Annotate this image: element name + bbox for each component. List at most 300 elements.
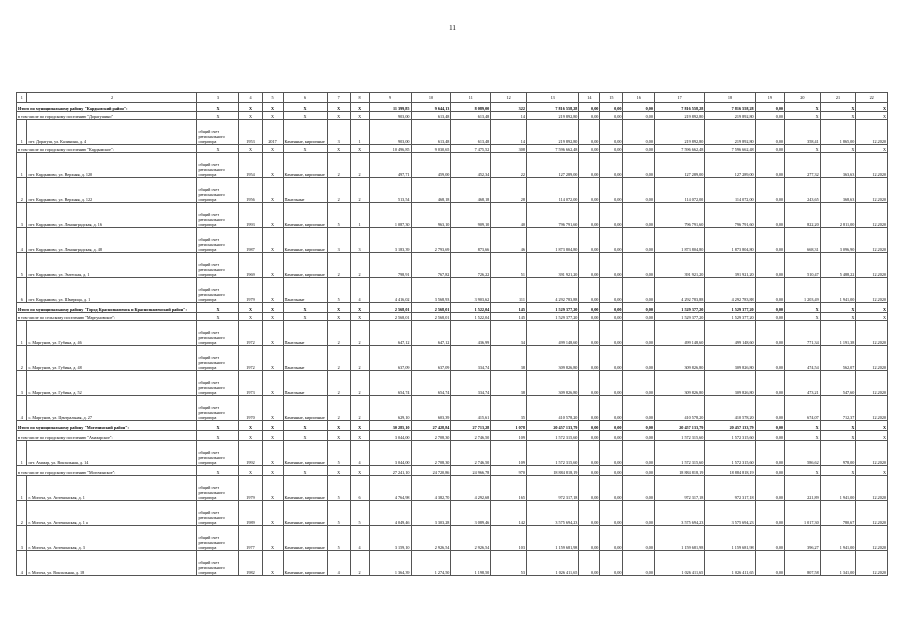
table-cell: 20 457 133,79: [705, 421, 755, 431]
address-cell: пгт. Кардымово, ул. Ленинградская, д. 48: [27, 228, 197, 253]
table-cell: X: [856, 421, 888, 431]
table-cell: 2 811,00: [820, 203, 856, 228]
table-cell: 2 568,01: [369, 313, 411, 321]
table-cell: 1956: [239, 178, 262, 203]
table-cell: 1982: [239, 551, 262, 576]
table-cell: 0,00: [623, 120, 654, 145]
table-cell: X: [327, 103, 350, 112]
table-cell: 14: [491, 120, 527, 145]
table-cell: 0,00: [600, 253, 623, 278]
table-cell: 3 575 694,23: [705, 501, 755, 526]
table-cell: 12.2020: [856, 476, 888, 501]
table-cell: 2 746,50: [451, 431, 491, 441]
table-cell: 30 285,10: [369, 421, 411, 431]
table-cell: X: [350, 313, 369, 321]
table-cell: X: [262, 303, 283, 313]
table-cell: X: [856, 145, 888, 153]
table-cell: 654,74: [411, 371, 451, 396]
table-cell: X: [262, 228, 283, 253]
table-cell: 2 708,30: [411, 431, 451, 441]
row-number: 1: [17, 476, 27, 501]
table-cell: X: [262, 112, 283, 120]
table-cell: X: [239, 431, 262, 441]
table-cell: 1 017,30: [785, 501, 821, 526]
table-cell: 1 026 411,65: [654, 551, 704, 576]
header-cell: 11: [451, 93, 491, 103]
table-cell: 972 317,18: [654, 476, 704, 501]
section-label: в том числе по городскому поселению "Амазарское":: [17, 431, 197, 441]
table-cell: общий счет регионального оператора: [197, 253, 239, 278]
table-cell: 34: [491, 321, 527, 346]
table-cell: 2: [327, 321, 350, 346]
table-cell: 0,00: [755, 501, 784, 526]
table-cell: X: [197, 103, 239, 112]
table-cell: 647,12: [369, 321, 411, 346]
table-cell: 1 341,00: [820, 551, 856, 576]
table-cell: 3 044,00: [369, 441, 411, 466]
table-cell: X: [197, 466, 239, 476]
table-cell: X: [197, 313, 239, 321]
table-cell: Панельные: [283, 278, 327, 303]
subtotal-row: [17, 431, 888, 441]
table-cell: X: [262, 153, 283, 178]
table-row: [17, 153, 888, 178]
table-cell: 111: [491, 278, 527, 303]
table-cell: 613,48: [451, 120, 491, 145]
table-cell: 562,07: [820, 346, 856, 371]
address-cell: с. Маргунов, ул. Губина, д. 48: [27, 346, 197, 371]
table-cell: 12.2020: [856, 551, 888, 576]
row-number: 6: [17, 278, 27, 303]
table-cell: X: [350, 431, 369, 441]
table-cell: 6: [350, 476, 369, 501]
table-cell: 12.2020: [856, 441, 888, 466]
table-cell: X: [262, 313, 283, 321]
table-cell: 873,66: [451, 228, 491, 253]
table-cell: 1 026 411,65: [705, 551, 755, 576]
table-cell: 2: [350, 321, 369, 346]
table-cell: X: [820, 145, 856, 153]
table-cell: 38: [491, 371, 527, 396]
table-cell: 0,00: [623, 103, 654, 112]
table-cell: общий счет регионального оператора: [197, 321, 239, 346]
table-cell: 613,48: [411, 120, 451, 145]
table-cell: 1 159 681,98: [705, 526, 755, 551]
table-cell: Каменные, кирпичные: [283, 501, 327, 526]
table-cell: X: [283, 466, 327, 476]
table-cell: Панельные: [283, 346, 327, 371]
table-cell: 1973: [239, 371, 262, 396]
table-cell: 0,00: [579, 120, 600, 145]
table-cell: 903,00: [369, 112, 411, 120]
table-cell: 0,00: [600, 441, 623, 466]
table-cell: 1 087,30: [369, 203, 411, 228]
table-cell: 1 941,00: [820, 278, 856, 303]
header-cell: 5: [262, 93, 283, 103]
table-cell: 0,00: [755, 253, 784, 278]
table-cell: Панельные: [283, 371, 327, 396]
table-cell: 219 892,80: [654, 112, 704, 120]
table-cell: 5: [327, 203, 350, 228]
table-cell: 219 892,80: [526, 120, 578, 145]
capital-repair-table: [16, 92, 888, 576]
table-cell: 109: [491, 441, 527, 466]
table-cell: 1 529 377,20: [654, 313, 704, 321]
table-cell: X: [197, 112, 239, 120]
table-cell: 1 191,38: [820, 321, 856, 346]
table-cell: 0,00: [623, 396, 654, 421]
header-cell: 2: [27, 93, 197, 103]
table-cell: 0,00: [623, 145, 654, 153]
table-cell: 796 791,60: [654, 203, 704, 228]
table-cell: 18 884 818,19: [526, 466, 578, 476]
address-cell: пгт. Кардымово, ул. Энтеская, д. 1: [27, 253, 197, 278]
table-cell: 510,47: [785, 253, 821, 278]
address-cell: с. Маргунов, ул. Губина, д. 46: [27, 321, 197, 346]
table-cell: 309 826,80: [705, 346, 755, 371]
table-cell: общий счет регионального оператора: [197, 396, 239, 421]
table-cell: 142: [491, 501, 527, 526]
header-cell: 3: [197, 93, 239, 103]
table-cell: 11 399,85: [369, 103, 411, 112]
table-cell: 0,00: [600, 120, 623, 145]
table-cell: 145: [491, 313, 527, 321]
table-cell: 499 148,60: [654, 321, 704, 346]
table-cell: X: [785, 431, 821, 441]
table-cell: 0,00: [600, 501, 623, 526]
table-cell: 145: [491, 303, 527, 313]
header-cell: 20: [785, 93, 821, 103]
table-cell: 0,00: [755, 526, 784, 551]
table-cell: 0,00: [579, 303, 600, 313]
table-cell: общий счет регионального оператора: [197, 551, 239, 576]
table-cell: 474,54: [785, 346, 821, 371]
table-cell: 0,00: [755, 120, 784, 145]
table-row: [17, 321, 888, 346]
table-cell: 3 183,39: [369, 228, 411, 253]
table-cell: X: [262, 396, 283, 421]
table-cell: 3 303,28: [411, 501, 451, 526]
table-cell: 3: [327, 120, 350, 145]
table-cell: 114 072,00: [526, 178, 578, 203]
table-cell: 40: [491, 203, 527, 228]
table-cell: 3 568,93: [411, 278, 451, 303]
table-cell: 4 049,46: [369, 501, 411, 526]
table-cell: 53: [491, 551, 527, 576]
address-cell: пгт. Кардымово, ул. Верхняя, д. 120: [27, 153, 197, 178]
table-cell: 1 364,39: [369, 551, 411, 576]
table-cell: X: [350, 421, 369, 431]
table-cell: 4: [350, 441, 369, 466]
table-cell: 12.2020: [856, 253, 888, 278]
table-cell: 1977: [239, 526, 262, 551]
table-cell: 4 764,98: [369, 476, 411, 501]
section-label: в том числе по сельскому поселению "Маргуновское":: [17, 313, 197, 321]
table-cell: 2: [327, 396, 350, 421]
table-cell: X: [239, 145, 262, 153]
table-cell: 18 884 818,19: [705, 466, 755, 476]
table-cell: общий счет регионального оператора: [197, 228, 239, 253]
table-cell: 3 159,10: [369, 526, 411, 551]
table-cell: 0,00: [579, 371, 600, 396]
table-cell: X: [262, 178, 283, 203]
table-cell: 637,09: [411, 346, 451, 371]
table-cell: 0,00: [755, 103, 784, 112]
table-cell: 499 148,60: [526, 321, 578, 346]
table-row: [17, 526, 888, 551]
section-label: Итого по муниципальному району "Могочинский район":: [17, 421, 197, 431]
table-cell: X: [785, 466, 821, 476]
table-cell: 674,07: [785, 396, 821, 421]
table-cell: 109: [491, 431, 527, 441]
table-cell: 0,00: [755, 278, 784, 303]
table-cell: 1979: [239, 278, 262, 303]
table-cell: 0,00: [579, 203, 600, 228]
table-cell: 0,00: [623, 441, 654, 466]
table-cell: 12.2020: [856, 321, 888, 346]
table-cell: 547,60: [820, 371, 856, 396]
table-cell: 1 941,00: [820, 476, 856, 501]
table-cell: 0,00: [579, 551, 600, 576]
table-cell: 0,00: [600, 103, 623, 112]
table-cell: Каменные, кирпичные: [283, 120, 327, 145]
table-cell: 0,00: [755, 441, 784, 466]
table-cell: 436,99: [451, 321, 491, 346]
table-cell: X: [327, 313, 350, 321]
header-cell: 15: [600, 93, 623, 103]
table-cell: 334,74: [451, 371, 491, 396]
table-row: [17, 551, 888, 576]
table-cell: 35: [491, 396, 527, 421]
table-cell: 165: [491, 476, 527, 501]
table-cell: 1969: [239, 253, 262, 278]
table-cell: общий счет регионального оператора: [197, 371, 239, 396]
row-number: 3: [17, 526, 27, 551]
table-cell: 4: [350, 526, 369, 551]
table-cell: 5: [327, 476, 350, 501]
table-cell: 1 873 804,80: [526, 228, 578, 253]
table-cell: 0,00: [755, 371, 784, 396]
table-cell: X: [820, 466, 856, 476]
table-row: [17, 501, 888, 526]
table-row: [17, 476, 888, 501]
table-cell: 2 568,01: [411, 303, 451, 313]
table-cell: 5 488,22: [820, 253, 856, 278]
table-cell: 1970: [239, 396, 262, 421]
table-cell: 1 198,50: [451, 551, 491, 576]
table-cell: X: [262, 466, 283, 476]
table-cell: 1992: [239, 441, 262, 466]
table-cell: 452,34: [451, 153, 491, 178]
row-number: 1: [17, 321, 27, 346]
table-cell: 2 568,01: [369, 303, 411, 313]
table-cell: 0,00: [579, 501, 600, 526]
table-cell: 0,00: [579, 145, 600, 153]
row-number: 2: [17, 501, 27, 526]
row-number: 5: [17, 253, 27, 278]
table-cell: 4: [327, 551, 350, 576]
table-cell: 0,00: [579, 228, 600, 253]
table-cell: 3 044,00: [369, 431, 411, 441]
table-cell: 2: [350, 371, 369, 396]
table-cell: 0,00: [623, 476, 654, 501]
table-cell: X: [262, 526, 283, 551]
table-row: [17, 371, 888, 396]
table-cell: 0,00: [755, 321, 784, 346]
table-cell: 798,91: [369, 253, 411, 278]
table-cell: 0,00: [600, 321, 623, 346]
table-cell: 497,71: [369, 153, 411, 178]
table-cell: 0,00: [600, 526, 623, 551]
table-cell: X: [820, 431, 856, 441]
table-cell: 1 026 411,65: [526, 551, 578, 576]
table-cell: 410 578,20: [654, 396, 704, 421]
table-cell: общий счет регионального оператора: [197, 120, 239, 145]
table-cell: X: [820, 303, 856, 313]
table-cell: 0,00: [623, 253, 654, 278]
table-cell: 0,00: [579, 313, 600, 321]
table-cell: 963,10: [411, 203, 451, 228]
table-cell: 0,00: [755, 153, 784, 178]
table-cell: X: [283, 303, 327, 313]
table-cell: 12.2020: [856, 396, 888, 421]
table-cell: Каменные, кирпичные: [283, 441, 327, 466]
header-cell: 4: [239, 93, 262, 103]
table-cell: 0,00: [600, 178, 623, 203]
table-cell: X: [239, 313, 262, 321]
table-cell: 499 148,60: [705, 321, 755, 346]
table-cell: 1 529 377,20: [705, 303, 755, 313]
table-cell: X: [283, 112, 327, 120]
table-cell: 127 289,00: [526, 153, 578, 178]
table-row: [17, 120, 888, 145]
table-cell: 0,00: [755, 431, 784, 441]
table-cell: 12.2020: [856, 120, 888, 145]
table-cell: 410 578,20: [705, 396, 755, 421]
table-cell: 1954: [239, 153, 262, 178]
table-cell: 0,00: [579, 396, 600, 421]
table-cell: X: [785, 303, 821, 313]
table-cell: 2: [327, 346, 350, 371]
table-row: [17, 228, 888, 253]
table-cell: 513,54: [369, 178, 411, 203]
table-cell: 103: [491, 526, 527, 551]
table-cell: 12.2020: [856, 203, 888, 228]
table-cell: 51: [491, 253, 527, 278]
table-cell: общий счет регионального оператора: [197, 526, 239, 551]
table-cell: 5: [327, 501, 350, 526]
table-cell: 0,00: [600, 112, 623, 120]
table-cell: 0,00: [623, 303, 654, 313]
header-cell: 21: [820, 93, 856, 103]
header-cell: 10: [411, 93, 451, 103]
table-cell: 363,63: [820, 153, 856, 178]
table-cell: 0,00: [579, 153, 600, 178]
subtotal-row: [17, 303, 888, 313]
table-cell: 2 746,50: [451, 441, 491, 466]
section-label: Итого по муниципальному району "Кардымский район":: [17, 103, 197, 112]
table-cell: 767,82: [411, 253, 451, 278]
table-cell: 0,00: [623, 203, 654, 228]
table-cell: X: [262, 145, 283, 153]
section-label: в том числе по городскому поселению "Могочинское":: [17, 466, 197, 476]
table-cell: X: [197, 431, 239, 441]
table-cell: 0,00: [600, 396, 623, 421]
table-cell: 468,18: [411, 178, 451, 203]
table-cell: 1 529 377,20: [526, 313, 578, 321]
table-cell: общий счет регионального оператора: [197, 476, 239, 501]
table-cell: 4 292,68: [451, 476, 491, 501]
table-cell: X: [820, 421, 856, 431]
table-cell: 1 572 315,60: [654, 431, 704, 441]
table-cell: 18 884 818,19: [654, 466, 704, 476]
table-cell: X: [350, 103, 369, 112]
table-cell: 27 241,10: [369, 466, 411, 476]
table-cell: 38: [491, 346, 527, 371]
table-cell: X: [197, 145, 239, 153]
table-cell: 309 826,80: [654, 371, 704, 396]
table-cell: 358,41: [785, 120, 821, 145]
table-cell: X: [262, 346, 283, 371]
address-cell: пгт. Кардымово, ул. Ленинградская, д. 16: [27, 203, 197, 228]
row-number: 3: [17, 203, 27, 228]
table-cell: X: [262, 476, 283, 501]
table-cell: 796 791,60: [526, 203, 578, 228]
table-cell: общий счет регионального оператора: [197, 203, 239, 228]
table-cell: 368,63: [820, 178, 856, 203]
header-cell: 9: [369, 93, 411, 103]
table-cell: X: [350, 466, 369, 476]
table-cell: 712,37: [820, 396, 856, 421]
header-row: [17, 93, 888, 103]
table-row: [17, 396, 888, 421]
table-cell: X: [283, 145, 327, 153]
address-cell: г. Могоча, ул. Вокзальная, д. 18: [27, 551, 197, 576]
table-cell: X: [820, 112, 856, 120]
table-cell: X: [262, 278, 283, 303]
table-cell: 0,00: [755, 145, 784, 153]
table-cell: 726,22: [451, 253, 491, 278]
table-cell: 0,00: [579, 321, 600, 346]
table-cell: 2: [350, 253, 369, 278]
address-cell: с. Маргунов, ул. Центральная, д. 27: [27, 396, 197, 421]
table-cell: 1 159 681,98: [526, 526, 578, 551]
table-cell: 1987: [239, 228, 262, 253]
table-cell: 647,12: [411, 321, 451, 346]
table-cell: 0,00: [623, 501, 654, 526]
table-cell: 396,27: [785, 526, 821, 551]
table-cell: X: [197, 303, 239, 313]
table-cell: X: [327, 303, 350, 313]
table-cell: 1 572 315,60: [705, 431, 755, 441]
table-cell: 0,00: [623, 178, 654, 203]
table-cell: Каменные, кирпичные: [283, 253, 327, 278]
subtotal-row: [17, 103, 888, 112]
table-cell: 0,00: [755, 551, 784, 576]
table-cell: 0,00: [755, 178, 784, 203]
address-cell: г. Могоча, ул. Аптекинская, д. 3: [27, 526, 197, 551]
table-cell: 1 203,49: [785, 278, 821, 303]
table-cell: X: [262, 441, 283, 466]
row-number: 2: [17, 178, 27, 203]
row-number: 1: [17, 120, 27, 145]
table-cell: 1 873 804,80: [705, 228, 755, 253]
table-cell: 7 816 558,28: [705, 103, 755, 112]
table-cell: 0,00: [755, 313, 784, 321]
table-cell: 24 966,78: [451, 466, 491, 476]
table-cell: X: [856, 303, 888, 313]
table-cell: Каменные, кирпичные: [283, 228, 327, 253]
